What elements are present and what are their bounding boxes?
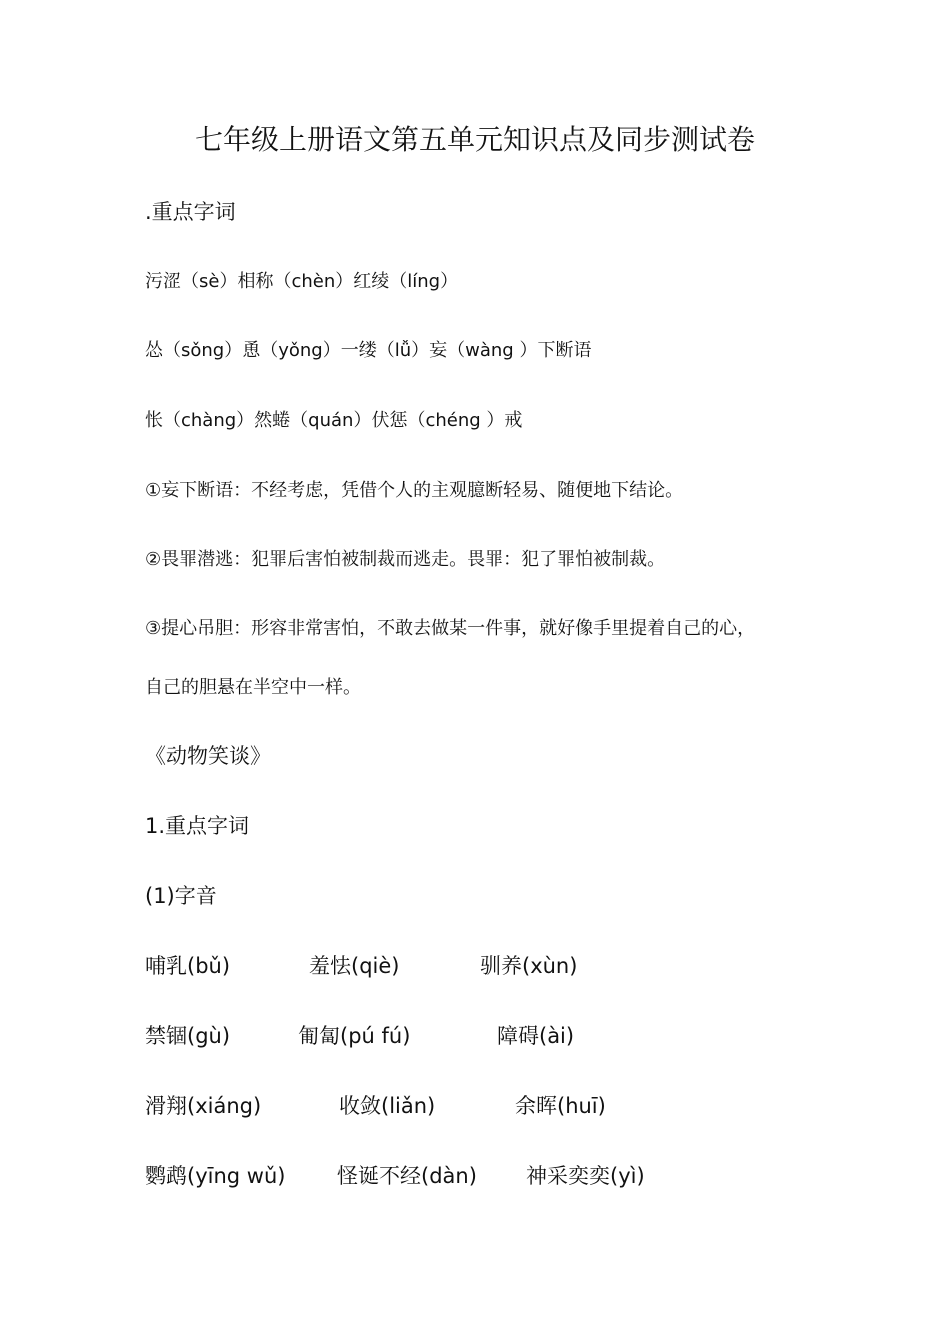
word-item: 怪诞不经(dàn) bbox=[337, 1164, 477, 1188]
section-heading-1: 1.重点字词 bbox=[145, 814, 250, 838]
pinyin-line-1: 污涩（sè）相称（chèn）红绫（líng） bbox=[145, 271, 459, 292]
subsection-heading-pronunciation: (1)字音 bbox=[145, 884, 217, 908]
definition-1: ①妄下断语：不经考虑，凭借个人的主观臆断轻易、随便地下结论。 bbox=[145, 480, 684, 501]
definition-3: ③提心吊胆：形容非常害怕，不敢去做某一件事，就好像手里提着自己的心， bbox=[145, 618, 756, 639]
word-item: 禁锢(gù) bbox=[145, 1024, 231, 1048]
definition-3-continued: 自己的胆悬在半空中一样。 bbox=[145, 677, 361, 698]
word-item: 哺乳(bǔ) bbox=[145, 954, 231, 978]
document-title: 七年级上册语文第五单元知识点及同步测试卷 bbox=[194, 123, 755, 156]
word-item: 鹦鹉(yīng wǔ) bbox=[145, 1164, 286, 1188]
pinyin-line-3: 怅（chàng）然蜷（quán）伏惩（chéng ）戒 bbox=[145, 410, 523, 431]
word-item: 神采奕奕(yì) bbox=[526, 1164, 645, 1188]
word-item: 余晖(huī) bbox=[515, 1094, 606, 1118]
word-item: 驯养(xùn) bbox=[480, 954, 578, 978]
definition-2: ②畏罪潜逃：犯罪后害怕被制裁而逃走。畏罪：犯了罪怕被制裁。 bbox=[145, 549, 666, 570]
word-item: 障碍(ài) bbox=[497, 1024, 575, 1048]
lesson-title: 《动物笑谈》 bbox=[145, 744, 271, 768]
section-heading-key-words: .重点字词 bbox=[145, 200, 236, 224]
word-item: 羞怯(qiè) bbox=[309, 954, 400, 978]
word-item: 匍匐(pú fú) bbox=[298, 1024, 411, 1048]
pinyin-line-2: 怂（sǒng）恿（yǒng）一缕（lǚ）妄（wàng ）下断语 bbox=[145, 340, 592, 361]
word-item: 收敛(liǎn) bbox=[339, 1094, 436, 1118]
word-item: 滑翔(xiáng) bbox=[145, 1094, 262, 1118]
